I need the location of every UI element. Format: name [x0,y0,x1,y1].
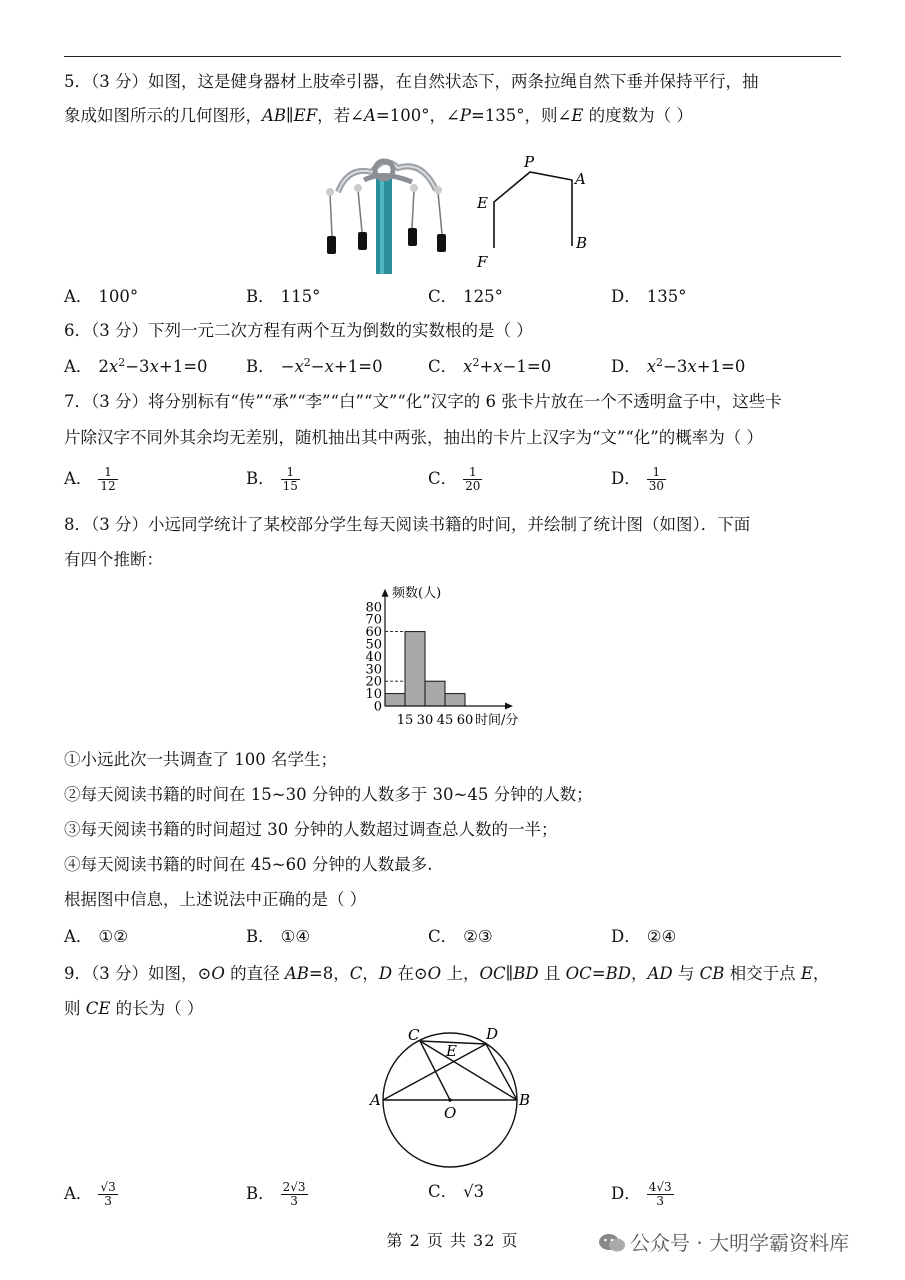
label-B: B [576,234,588,252]
q8-statement-3: ③每天阅读书籍的时间超过 30 分钟的人数超过调查总人数的一半； [64,820,558,839]
x-axis-arrow [505,703,513,710]
q8-histogram [355,580,555,732]
label-A: A [575,170,586,188]
q7-option-a[interactable]: A． $\frac{1}{12}$ [64,465,116,493]
q5-option-b[interactable]: B． 115° [246,287,321,306]
histogram-bar-3 [445,694,465,706]
q7-stem-line1: 7．（3 分）将分别标有“传”“承”“李”“白”“文”“化”汉字的 6 张卡片放在一个不透明盒子中，这些卡 [64,392,782,411]
q8-option-b[interactable]: B． ①④ [246,927,311,946]
label-P: P [524,153,535,171]
y-tick-label: 70 [365,612,382,628]
x-tick-label: 45 [436,713,454,728]
y-axis-label: 频数(人) [392,585,442,601]
histogram-bar-2 [425,681,445,706]
q9-option-c[interactable]: C． √3 [428,1182,485,1201]
q8-option-c[interactable]: C． ②③ [428,927,493,946]
label-A: A [370,1091,381,1109]
q9-stem-line1: 9．（3 分）如图，⊙O 的直径 AB=8，C，D 在⊙O 上，OC∥BD 且 OC=BD，AD 与 CB 相交于点 E， [64,964,830,983]
q6-option-b[interactable]: B． $-x^2-x+1=0$ [246,356,383,376]
q9-stem-line2: 则 CE 的长为（ ） [64,999,204,1018]
q8-stem-line1: 8．（3 分）小远同学统计了某校部分学生每天阅读书籍的时间，并绘制了统计图（如图）．下面 [64,515,751,534]
y-axis-arrow [382,589,389,597]
q6-option-a[interactable]: A． $2x^2-3x+1=0$ [64,356,208,376]
q8-stem-line2: 有四个推断： [64,550,163,569]
y-tick-label: 0 [373,699,382,715]
header-rule [64,56,841,57]
q7-option-c[interactable]: C． $\frac{1}{20}$ [428,465,481,493]
x-tick-label: 30 [416,713,434,728]
q7-option-d[interactable]: D． $\frac{1}{30}$ [611,465,665,493]
q9-option-a[interactable]: A． $\frac{√3}{3}$ [64,1180,116,1208]
y-tick-label: 80 [365,600,382,616]
watermark-text: 公众号 · 大明学霸资料库 [630,1231,850,1255]
q9-circle-figure [368,1022,538,1172]
y-tick-label: 60 [365,625,382,641]
q5-photo-pull-device [318,150,454,275]
q6-option-c[interactable]: C． $x^2+x-1=0$ [428,356,552,376]
y-tick-label: 50 [365,637,382,653]
histogram-bar-0 [385,694,405,706]
q5-option-a[interactable]: A． 100° [64,287,139,306]
label-B: B [519,1091,531,1109]
q5-option-c[interactable]: C． 125° [428,287,503,306]
q8-statement-4: ④每天阅读书籍的时间在 45~60 分钟的人数最多. [64,855,433,874]
q9-option-d[interactable]: D． $\frac{4√3}{3}$ [611,1180,672,1208]
page-footer: 第 2 页 共 32 页 [386,1231,519,1250]
x-tick-label: 15 [396,713,414,728]
q8-question: 根据图中信息，上述说法中正确的是（ ） [64,890,367,909]
q6-option-d[interactable]: D． $x^2-3x+1=0$ [611,356,746,376]
q8-option-d[interactable]: D． ②④ [611,927,677,946]
label-C: C [408,1026,420,1044]
q8-statement-2: ②每天阅读书籍的时间在 15~30 分钟的人数多于 30~45 分钟的人数； [64,785,593,804]
label-F: F [477,253,488,271]
q7-option-b[interactable]: B． $\frac{1}{15}$ [246,465,298,493]
label-E: E [446,1042,457,1060]
label-O: O [444,1104,457,1122]
label-E: E [477,194,488,212]
y-tick-label: 40 [365,649,382,665]
y-tick-label: 10 [365,687,382,703]
wechat-icon [598,1232,626,1254]
histogram-bar-1 [405,632,425,706]
q7-stem-line2: 片除汉字不同外其余均无差别，随机抽出其中两张，抽出的卡片上汉字为“文”“化”的概率为（ ） [64,428,763,447]
label-D: D [486,1025,499,1043]
q9-option-b[interactable]: B． $\frac{2√3}{3}$ [246,1180,306,1208]
x-axis-label: 时间/分 [475,713,519,728]
q5-option-d[interactable]: D． 135° [611,287,687,306]
q5-geometry-figure [472,150,602,275]
y-tick-label: 30 [365,662,382,678]
q6-stem: 6．（3 分）下列一元二次方程有两个互为倒数的实数根的是（ ） [64,321,533,340]
q5-stem-line2: 象成如图所示的几何图形，AB∥EF，若∠A=100°，∠P=135°，则∠E 的度数为（ ） [64,106,693,125]
watermark [598,1227,849,1256]
x-tick-label: 60 [456,713,474,728]
q8-statement-1: ①小远此次一共调查了 100 名学生； [64,750,337,769]
q5-stem-line1: 5．（3 分）如图，这是健身器材上肢牵引器，在自然状态下，两条拉绳自然下垂并保持平行，抽 [64,72,759,91]
q8-option-a[interactable]: A． ①② [64,927,129,946]
y-tick-label: 20 [365,674,382,690]
